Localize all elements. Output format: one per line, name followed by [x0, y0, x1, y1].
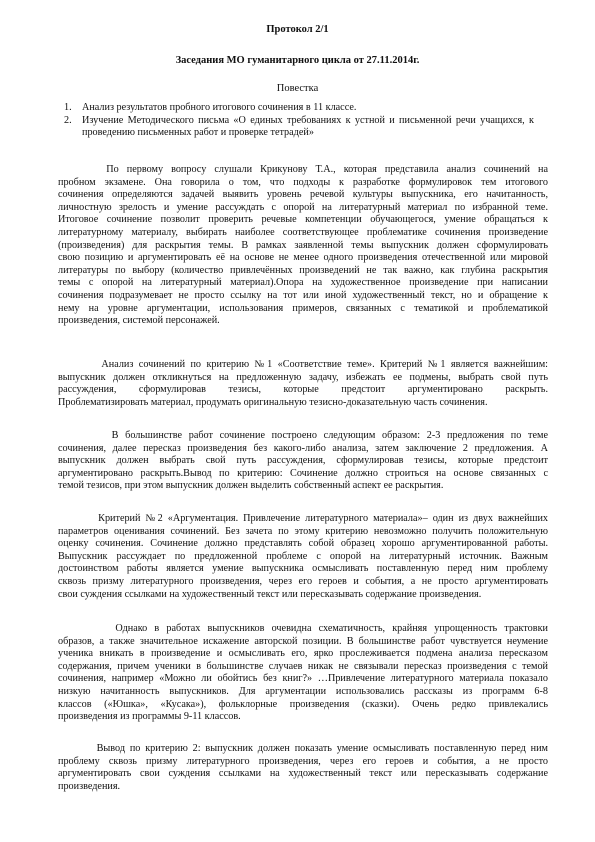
- paragraph-line: В большинстве работ сочинение построено следующим образом: 2-3 предложения по теме: [58, 430, 548, 441]
- paragraph-structure: [58, 430, 548, 493]
- paragraph-line: сочинения подразумевает не просто ссылку на тот или иной художественный текст, но и обращение к: [58, 289, 548, 301]
- paragraph-line: Критерий №2 «Аргументация. Привлечение литературного материала»– один из двух важнейших: [58, 513, 548, 524]
- paragraph-line: Проблематизировать материал, продумать оригинальную тезисно-доказательную часть сочинения.: [58, 396, 488, 408]
- paragraph-line: темы с опорой на литературный материал).Опора на художественное произведение при написании: [58, 277, 548, 289]
- paragraph-line: произведения, системой персонажей.: [58, 315, 220, 327]
- agenda-item: [64, 102, 534, 115]
- paragraph-line: произведения.: [58, 780, 121, 792]
- paragraph-line: нему на уровне аргументации, использования примеров, связанных с тематикой и проблематикой: [58, 302, 548, 314]
- paragraph-line: сочинения определяются задачей выявить уровень речевой культуры выпускника, его начитанность,: [58, 189, 548, 201]
- agenda-title: Повестка: [276, 83, 319, 94]
- paragraph-line: образов, а также значительное искажение авторской позиции. В большинстве работ чувствуется неумение: [58, 635, 548, 647]
- paragraph-line: темой тезисов, при этом выпускник должен выделить собственный аспект ее раскрытия.: [58, 480, 444, 492]
- paragraph-line: свою позицию и аргументировать её на основе не менее одного произведения отечественной или мировой: [58, 252, 548, 264]
- paragraph-line: свои суждения ссылками на художественный текст или пересказывать содержание произведения.: [58, 588, 482, 600]
- paragraph-line: достоинством работы является умение выпускника осмысливать поставленную перед ним проблему: [58, 563, 548, 575]
- agenda-item-text: Анализ результатов пробного итогового сочинения в 11 классе.: [82, 102, 357, 113]
- paragraph-line: литературному материалу, выбирать наиболее соответствующее проблематике сочинения произведение: [58, 226, 548, 238]
- agenda-item-number: 1.: [64, 102, 72, 113]
- paragraph-line: выпускник должен выбрать свой путь рассуждения, сформулировав тезисы, которые предстоит: [58, 455, 548, 467]
- paragraph-line: Вывод по критерию 2: выпускник должен показать умение осмысливать поставленную перед ним: [58, 743, 548, 754]
- agenda-list: [64, 102, 534, 140]
- paragraph-line: сквозь призму литературного произведения, через его героев и события, а не просто аргументировать: [58, 575, 548, 587]
- paragraph-line: Выпускник рассуждает по предложенной проблеме с опорой на литературный источник. Важным: [58, 550, 548, 562]
- paragraph-criterion-1: [58, 359, 548, 409]
- paragraph-line: проблему сквозь призму литературного произведения, через его героев и события, а не просто: [58, 755, 548, 767]
- meeting-title: Заседания МО гуманитарного цикла от 27.11.2014г.: [175, 55, 420, 66]
- paragraph-line: параметров оценивания сочинений. Без зачета по этому критерию невозможно получить положительную: [58, 525, 548, 537]
- paragraph-line: произведения из программы 9-11 классов.: [58, 711, 241, 723]
- paragraph-line: литературы по выбору (количество привлечённых произведений не так важно, как глубина раскрытия: [58, 264, 548, 276]
- paragraph-line: выпускник должен откликнуться на предложенную задачу, избежать ее подмены, выбрать свой путь: [58, 371, 548, 383]
- paragraph-line: содержания, причем ученики в большинстве случаев никак не связывали пересказ произведения с темой: [58, 660, 548, 672]
- paragraph-line: Итоговое сочинение позволит проверить речевые компетенции обучающегося, умение обращаться к: [58, 214, 548, 226]
- paragraph-line: пробном экзамене. Она говорила о том, что подходы к разработке формулировок тем итогового: [58, 176, 548, 188]
- paragraph-line: Однако в работах выпускников очевидна схематичность, крайняя упрощенность трактовки: [58, 623, 548, 634]
- paragraph-conclusion: [58, 743, 548, 793]
- paragraph-line: личностную зрелость и умение рассуждать с опорой на литературный материал по избранной теме.: [58, 201, 548, 213]
- protocol-title: Протокол 2/1: [266, 24, 329, 35]
- paragraph-line: Анализ сочинений по критерию №1 «Соответствие теме». Критерий №1 является важнейшим:: [58, 359, 548, 370]
- paragraph-line: низкую начитанность выпускников. Для аргументации использовались рассказы из программ 6-8: [58, 685, 548, 697]
- paragraph-shortcomings: [58, 623, 548, 724]
- paragraph-line: По первому вопросу слушали Крикунову Т.А., которая представила анализ сочинений на: [58, 164, 548, 175]
- paragraph-criterion-2: [58, 513, 548, 601]
- paragraph-line: оценку сочинения. Сочинение должно представлять собой образец хорошо аргументированной работы.: [58, 538, 548, 550]
- paragraph-line: классов («Юшка», «Кусака»), фольклорные произведения (сказки). Очень редко привлекались: [58, 698, 548, 710]
- paragraph-line: аргументировать свои суждения ссылками на художественный текст или пересказывать содержание: [58, 768, 548, 780]
- paragraph-line: (произведения) для раскрытия темы. В рамках заявленной темы выпускник должен сформулировать: [58, 239, 548, 251]
- paragraph-line: сочинения, далее пересказ произведения без какого-либо анализа, затем заключение 2 предложения. А: [58, 442, 548, 454]
- agenda-item: [64, 115, 534, 140]
- paragraph-line: аргументировано раскрыть.Вывод по критерию: Сочинение должно строиться на основе связанных с: [58, 467, 548, 479]
- paragraph-line: рассуждения, сформулировав тезисы, которые предстоит аргументировано раскрыть.: [58, 384, 548, 396]
- agenda-item-text: Изучение Методического письма «О единых требованиях к устной и письменной речи учащихся, к проведению письменных работ и проверке тетрадей»: [82, 114, 534, 139]
- paragraph-first-question: [58, 164, 548, 328]
- paragraph-line: ученика вникать в произведение и осмысливать его, ярко прослеживается подмена анализа пересказом: [58, 648, 548, 660]
- paragraph-line: сочинения, например «Можно ли обойтись без книг?» …Привлечение литературного материала показало: [58, 673, 548, 685]
- agenda-item-number: 2.: [64, 114, 72, 126]
